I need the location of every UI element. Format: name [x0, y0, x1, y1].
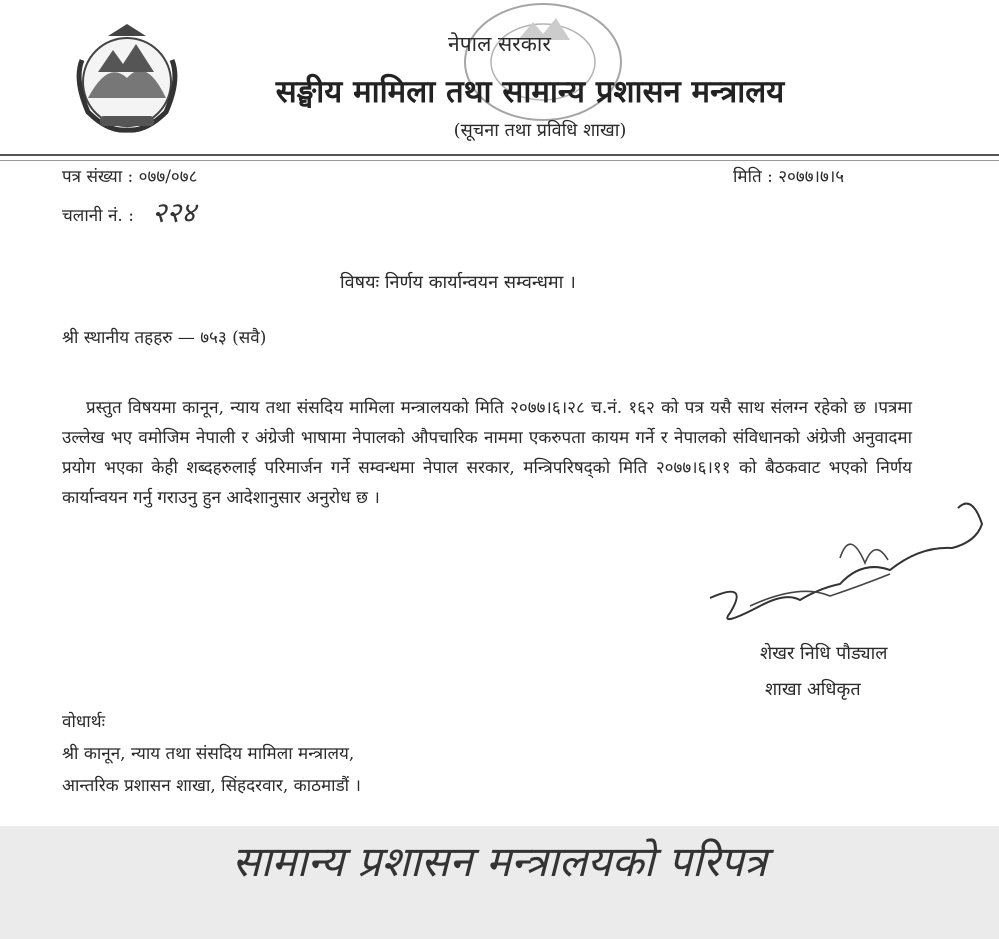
letter-date: मिति : २०७७।७।५: [733, 167, 845, 187]
cc-label: वोधार्थः: [62, 712, 106, 732]
handwritten-signature: [690, 488, 990, 648]
ministry-name: सङ्घीय मामिला तथा सामान्य प्रशासन मन्त्रालय: [275, 74, 785, 110]
recipient-line: श्री स्थानीय तहहरु — ७५३ (सवै): [62, 328, 267, 348]
header-divider: [0, 154, 999, 156]
subject-line: विषयः निर्णय कार्यान्वयन सम्वन्धमा ।: [340, 272, 576, 293]
signer-name: शेखर निधि पौड्याल: [760, 643, 888, 664]
header-divider-thin: [0, 160, 999, 161]
image-caption: सामान्य प्रशासन मन्त्रालयको परिपत्र: [232, 837, 767, 886]
government-name: नेपाल सरकार: [448, 32, 551, 56]
signer-title: शाखा अधिकृत: [765, 679, 861, 700]
letter-number: पत्र संख्या : ०७७/०७८: [62, 167, 198, 187]
cc-recipient-address: आन्तरिक प्रशासन शाखा, सिंहदरवार, काठमाडौं ।: [62, 776, 361, 796]
dispatch-label: चलानी नं. :: [62, 206, 134, 226]
body-paragraph: प्रस्तुत विषयमा कानून, न्याय तथा संसदिय मामिला मन्त्रालयको मिति २०७७।६।२८ च.नं. १६२ को पत्र यसै साथ संलग्न रहेको छ ।पत्रमा उल्लेख भए वमोजिम नेपाली र अंग्रेजी भाषामा नेपालको औपचारिक नाममा एकरुपता कायम गर्ने र नेपालको संविधानको अंग्रेजी अनुवादमा प्रयोग भएका केही शब्दहरुलाई परिमार्जन गर्ने सम्वन्धमा नेपाल सरकार, मन्त्रिपरिषद्को मिति २०७७।६।११ को बैठकवाट भएको निर्णय कार्यान्वयन गर्नु गराउनु हुन आदेशानुसार अनुरोध छ ।: [62, 398, 912, 508]
dispatch-number-handwritten: २२४: [152, 196, 196, 229]
cc-recipient-line: श्री कानून, न्याय तथा संसदिय मामिला मन्त्रालय,: [62, 744, 355, 764]
branch-name: (सूचना तथा प्रविधि शाखा): [453, 120, 627, 141]
